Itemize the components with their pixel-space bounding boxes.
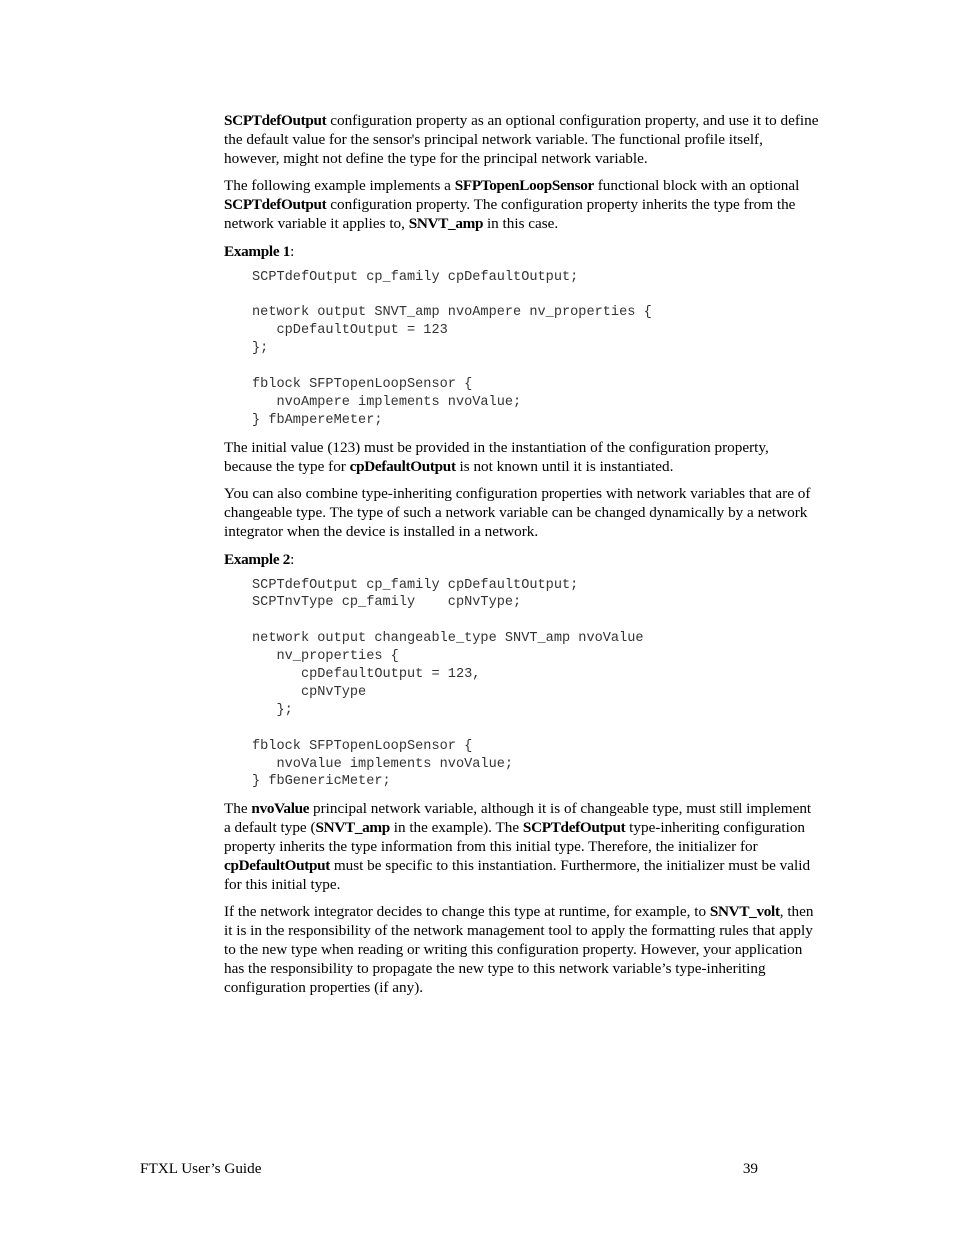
- paragraph-text: in this case.: [483, 214, 559, 232]
- paragraph-example-intro: [224, 177, 819, 233]
- paragraph-text: in the example). The: [389, 819, 523, 837]
- paragraph-text: , then it is in the responsibility of the network management tool to apply the formatting rules that apply to the new type when reading or writing this configuration property. However, your application has the responsibility to propagate the new type to this network variable’s type-inheriting configuration properties (if any).: [224, 903, 814, 996]
- paragraph-runtime-change: [224, 903, 819, 997]
- term-snvt-volt: SNVT_volt: [709, 903, 780, 921]
- example-2-heading: [224, 551, 819, 570]
- example-colon: :: [290, 550, 295, 568]
- paragraph-text: If the network integrator decides to change this type at runtime, for example, to: [224, 903, 710, 921]
- example-2-label: Example 2: [224, 550, 291, 568]
- paragraph-text: The initial value (123) must be provided in the instantiation of the configuration property, because the type for: [224, 438, 769, 475]
- footer-title: FTXL User’s Guide: [140, 1160, 262, 1177]
- term-scptdefoutput: SCPTdefOutput: [522, 819, 626, 837]
- paragraph-changeable-type: [224, 485, 819, 541]
- paragraph-initial-value: [224, 439, 819, 477]
- term-scptdefoutput: SCPTdefOutput: [224, 196, 327, 214]
- paragraph-text: must be specific to this instantiation. Furthermore, the initializer must be valid for this initial type.: [224, 856, 811, 893]
- term-nvovalue: nvoValue: [251, 800, 310, 818]
- term-scptdefoutput: SCPTdefOutput: [224, 112, 327, 129]
- term-snvt-amp: SNVT_amp: [315, 819, 390, 837]
- paragraph-scptdefoutput-intro: [224, 112, 819, 168]
- example-1-heading: [224, 243, 819, 262]
- example-2-code: SCPTdefOutput cp_family cpDefaultOutput; SCPTnvType cp_family cpNvType; network output changeable_type SNVT_amp nvoValue nv_properties { cpDefaultOutput = 123, cpNvType }; fblock SFPTopenLoopSensor { nvoValue implements nvoValue; } fbGenericMeter;: [252, 577, 644, 790]
- page-body: [224, 112, 819, 1006]
- term-cpdefaultoutput: cpDefaultOutput: [224, 856, 331, 874]
- paragraph-text: You can also combine type-inheriting configuration properties with network variables that are of changeable type. The type of such a network variable can be changed dynamically by a network integrator when the device is installed in a network.: [224, 485, 811, 540]
- paragraph-text: The: [224, 800, 252, 818]
- paragraph-text: principal network variable, although it is of changeable type, must still implement a default type (: [224, 800, 812, 837]
- term-sfptopenloopsensor: SFPTopenLoopSensor: [454, 177, 594, 195]
- term-snvt-amp: SNVT_amp: [408, 214, 484, 232]
- example-colon: :: [290, 242, 295, 260]
- paragraph-text: functional block with an optional: [593, 177, 800, 195]
- paragraph-nvovalue: [224, 800, 819, 894]
- paragraph-text: configuration property as an optional configuration property, and use it to define the default value for the sensor's principal network variable. The functional profile itself, however, might not define the type for the principal network variable.: [224, 112, 819, 167]
- page-number: 39: [742, 1160, 758, 1177]
- example-1-label: Example 1: [224, 242, 291, 260]
- paragraph-text: configuration property. The configuration property inherits the type from the network variable it applies to,: [224, 196, 796, 232]
- paragraph-text: type-inheriting configuration property inherits the type information from this initial type. Therefore, the initializer for: [224, 819, 806, 855]
- term-cpdefaultoutput: cpDefaultOutput: [349, 457, 456, 475]
- paragraph-text: is not known until it is instantiated.: [455, 457, 674, 475]
- example-1-code: SCPTdefOutput cp_family cpDefaultOutput; network output SNVT_amp nvoAmpere nv_properties { cpDefaultOutput = 123 }; fblock SFPTopenLoopSensor { nvoAmpere implements nvoValue; } fbAmpereMeter;: [252, 269, 652, 428]
- paragraph-text: The following example implements a: [224, 177, 455, 195]
